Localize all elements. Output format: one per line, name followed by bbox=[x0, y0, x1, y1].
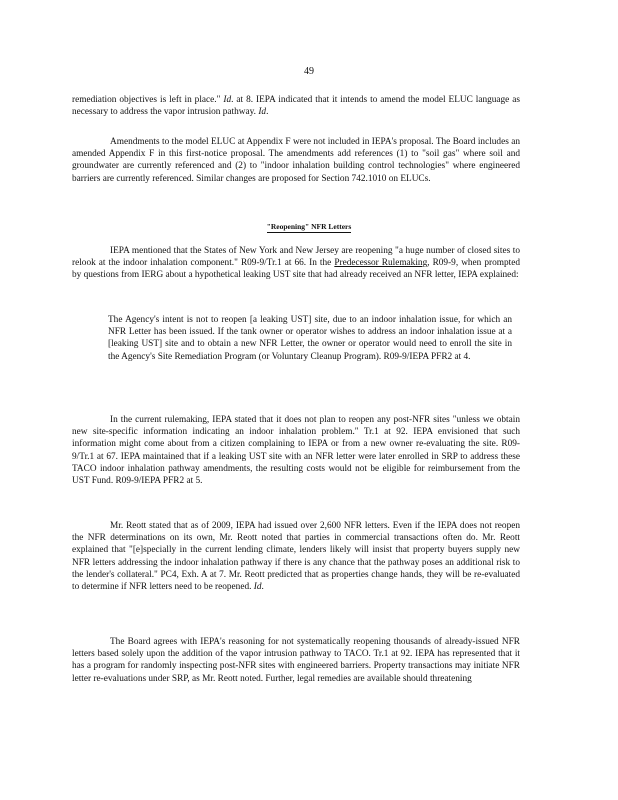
citation-id-2: Id bbox=[258, 107, 267, 118]
p5-text-b: . bbox=[261, 582, 264, 593]
paragraph-appendix-f: Amendments to the model ELUC at Appendix F were not included in IEPA's proposal. The Board includes an amended Appendix F in this first-notice proposal. The amendments add references (1) to "soil gas" where soil and groundwater are currently referenced and (2) to "indoor inhalation building control technologies" where engineered barriers are currently referenced. Similar changes are proposed for Section 742.1010 on ELUCs. bbox=[72, 137, 520, 184]
p5-text-a: Mr. Reott stated that as of 2009, IEPA had issued over 2,600 NFR letters. Even if the IEPA does not reopen the NFR determinations on its own, Mr. Reott noted that parties in commercial transactions often do. Mr. Reott explained that "[e]specially in the current lending climate, lenders likely will insist that property buyers supply new NFR letters addressing the indoor inhalation pathway if there is any chance that the pathway poses an additional risk to the lender's collateral." PC4, Exh. A at 7. Mr. Reott predicted that as properties change hands, they will be re-evaluated to determine if NFR letters need to be reopened. bbox=[72, 521, 520, 593]
p3-text-b: , R09-9, when prompted by questions from IERG about a hypothetical leaking UST site that had already received an NFR letter, IEPA explained: bbox=[72, 258, 520, 281]
paragraph-reott bbox=[72, 520, 520, 593]
section-heading bbox=[0, 221, 618, 233]
predecessor-rulemaking-link: Predecessor Rulemaking bbox=[334, 258, 428, 269]
p1-text-c: . bbox=[266, 107, 269, 118]
paragraph-continuation bbox=[72, 94, 520, 118]
paragraph-board-agrees: The Board agrees with IEPA's reasoning for not systematically reopening thousands of already-issued NFR letters based solely upon the addition of the vapor intrusion pathway to TACO. Tr.1 at 92. IEPA has represented that it has a program for randomly inspecting post-NFR sites with engineered barriers. Property transactions may initiate NFR letter re-evaluations under SRP, as Mr. Reott noted. Further, legal remedies are available should threatening bbox=[72, 637, 520, 684]
block-quote: The Agency's intent is not to reopen [a leaking UST] site, due to an indoor inhalation issue, for which an NFR Letter has been issued. If the tank owner or operator wishes to address an indoor inhalation issue at a [leaking UST] site and to obtain a new NFR Letter, the owner or operator would need to enroll the site in the Agency's Site Remediation Program (or Voluntary Cleanup Program). R09-9/IEPA PFR2 at 4. bbox=[108, 315, 512, 362]
paragraph-iepa-mentioned bbox=[72, 245, 520, 282]
section-heading-text: "Reopening" NFR Letters bbox=[266, 222, 352, 231]
p1-text-a: remediation objectives is left in place." bbox=[72, 95, 221, 105]
citation-id: Id bbox=[223, 95, 232, 105]
page-number: 49 bbox=[304, 66, 314, 77]
citation-id-3: Id bbox=[253, 582, 262, 593]
p1-text-b: . at 8. IEPA indicated that it intends to amend the model ELUC language as necessary to address the vapor intrusion pathway. bbox=[72, 95, 521, 118]
p3-text-a: IEPA mentioned that the States of New York and New Jersey are reopening "a huge number of closed sites to relook at the indoor inhalation component." R09-9/Tr.1 at 66. In the bbox=[72, 246, 520, 269]
paragraph-current-rulemaking: In the current rulemaking, IEPA stated that it does not plan to reopen any post-NFR sites "unless we obtain new site-specific information indicating an indoor inhalation problem." Tr.1 at 92. IEPA envisioned that such information might come about from a citizen complaining to IEPA or from a new owner re-evaluating the site. R09-9/Tr.1 at 67. IEPA maintained that if a leaking UST site with an NFR letter were later enrolled in SRP to address these TACO indoor inhalation pathway amendments, the resulting costs would not be eligible for reimbursement from the UST Fund. R09-9/IEPA PFR2 at 5. bbox=[72, 415, 520, 487]
